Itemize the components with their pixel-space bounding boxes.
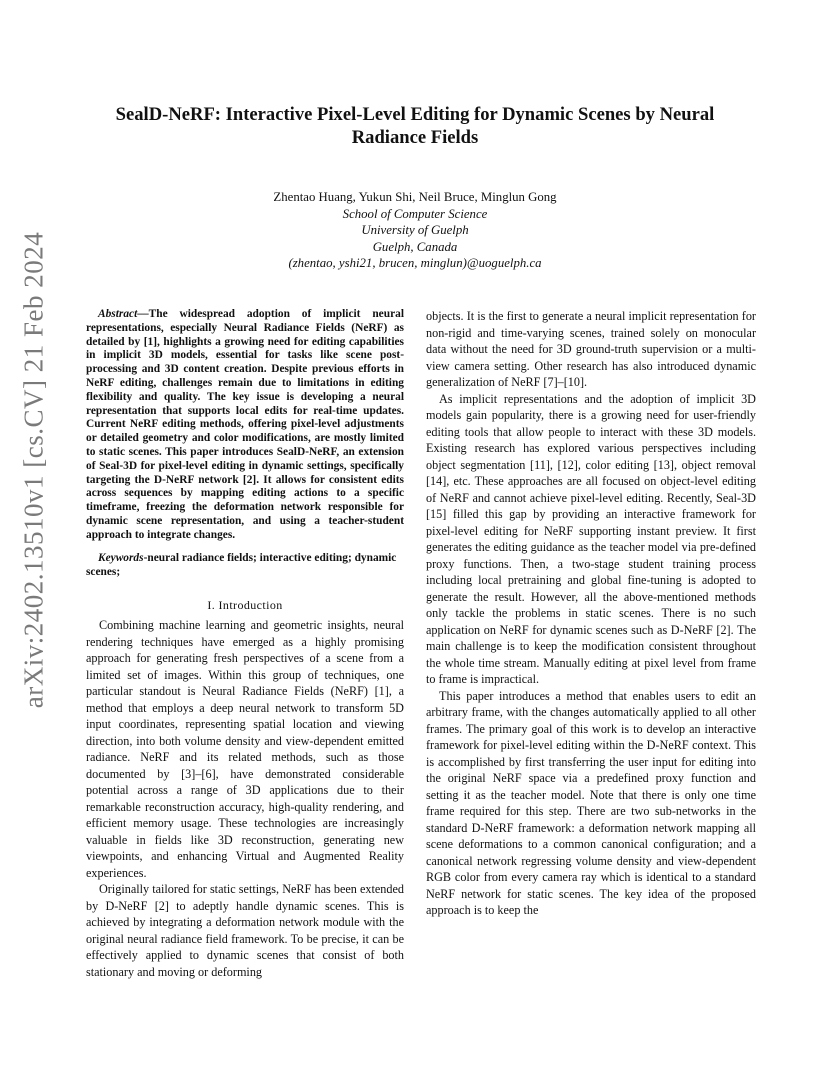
author-block [180, 189, 650, 272]
author-names: Zhentao Huang, Yukun Shi, Neil Bruce, Minglun Gong [273, 190, 557, 204]
paragraph: This paper introduces a method that enables users to edit an arbitrary frame, with the changes automatically applied to all other frames. The primary goal of this work is to develop an interactive framework for pixel-level editing within the D-NeRF context. This is accomplished by first transferring the user input for editing into the original NeRF space via a predefined proxy function and setting it as the teacher model. Note that there is only one time frame required for this step. There are two sub-networks in the standard D-NeRF framework: a deformation network mapping all scene deformations to a common canonical configuration; and a canonical network regressing volume density and view-dependent RGB color from every camera ray which is identical to a standard NeRF network for static scenes. The key idea of the proposed approach is to keep the [426, 688, 756, 917]
author-location: Guelph, Canada [372, 239, 458, 254]
author-university: University of Guelph [361, 223, 469, 237]
paper-title: SealD-NeRF: Interactive Pixel-Level Editing for Dynamic Scenes by Neural Radiance Fields [115, 104, 715, 148]
keywords [86, 551, 404, 579]
author-email: (zhentao, yshi21, brucen, minglun)@uoguelph.ca [288, 256, 542, 270]
left-column [86, 308, 404, 980]
keywords-label: Keywords [98, 551, 144, 564]
arxiv-identifier: arXiv:2402.13510v1 [cs.CV] 21 Feb 2024 [18, 231, 49, 709]
section-heading: I. Introduction [207, 597, 283, 612]
paragraph: As implicit representations and the adoption of implicit 3D models gain popularity, there is a growing need for user-friendly editing tools that allow people to interact with these 3D models. Existing research has explored various perspectives including object segmentation [11], [12], color editing [13], object removal [14], etc. These approaches are all focused on object-level editing of NeRF and cannot achieve pixel-level editing. Recently, Seal-3D [15] filled this gap by providing an interactive framework for pixel-level editing for NeRF supporting instant preview. It first generates the editing guidance as the teacher model via pre-defined proxy functions. Then, a two-stage student training process including local pretraining and global fine-tuning is adopted to generate the result. However, all the above-mentioned methods only tackle the problems in static scenes. There is no such application on NeRF for dynamic scenes such as D-NeRF [2]. The main challenge is to keep the modification consistent throughout the whole time stream. Manually editing at pixel level from frame to frame is impractical. [426, 391, 756, 686]
author-school: School of Computer Science [342, 206, 488, 221]
keywords-text: -neural radiance fields; interactive editing; dynamic scenes; [86, 551, 397, 578]
abstract [86, 308, 404, 543]
paragraph: Combining machine learning and geometric insights, neural rendering techniques have emerged as a highly promising approach for generating fresh perspectives of a scene from a limited set of images. Within this group of techniques, one particular standout is Neural Radiance Fields (NeRF) [1], a method that employs a deep neural network to transform 5D input coordinates, representing spatial location and viewing direction, into both volume density and view-dependent emitted radiance. NeRF and its related methods, such as those documented by [3]–[6], have demonstrated considerable potential across a range of 3D applications due to their remarkable reconstruction accuracy, high-quality rendering, and efficient memory usage. These technologies are increasingly valuable in fields like 3D reconstruction, generating new viewpoints, and enhancing Virtual and Augmented Reality experiences. [86, 618, 404, 880]
paragraph: Originally tailored for static settings, NeRF has been extended by D-NeRF [2] to adeptly handle dynamic scenes. This is achieved by integrating a deformation network module with the original neural radiance field framework. To be precise, it can be effectively applied to dynamic scenes that consist of both stationary and moving or deforming [86, 882, 404, 979]
paragraph: objects. It is the first to generate a neural implicit representation for non-rigid and time-varying scenes, trained solely on monocular data without the need for 3D ground-truth supervision or a multi-view camera setting. Other research has also introduced dynamic generalization of NeRF [7]–[10]. [426, 309, 756, 389]
arxiv-stamp [14, 0, 54, 1072]
abstract-label: Abstract [98, 308, 138, 320]
abstract-text: —The widespread adoption of implicit neural representations, especially Neural Radiance Fields (NeRF) as detailed by [1], highlights a growing need for editing capabilities in implicit 3D models, essential for tasks like scene post-processing and 3D content creation. Despite previous efforts in NeRF editing, challenges remain due to limitations in editing flexibility and quality. The key issue is developing a neural representation that supports local edits for real-time updates. Current NeRF editing methods, offering pixel-level adjustments or detailed geometry and color modifications, are mostly limited to static scenes. This paper introduces SealD-NeRF, an extension of Seal-3D for pixel-level editing in dynamic settings, specifically targeting the D-NeRF network [2]. It allows for consistent edits across sequences by mapping editing actions to a specific timeframe, freezing the deformation network responsible for dynamic scene representation, and using a teacher-student approach to integrate changes. [86, 308, 404, 541]
right-column [426, 308, 756, 919]
